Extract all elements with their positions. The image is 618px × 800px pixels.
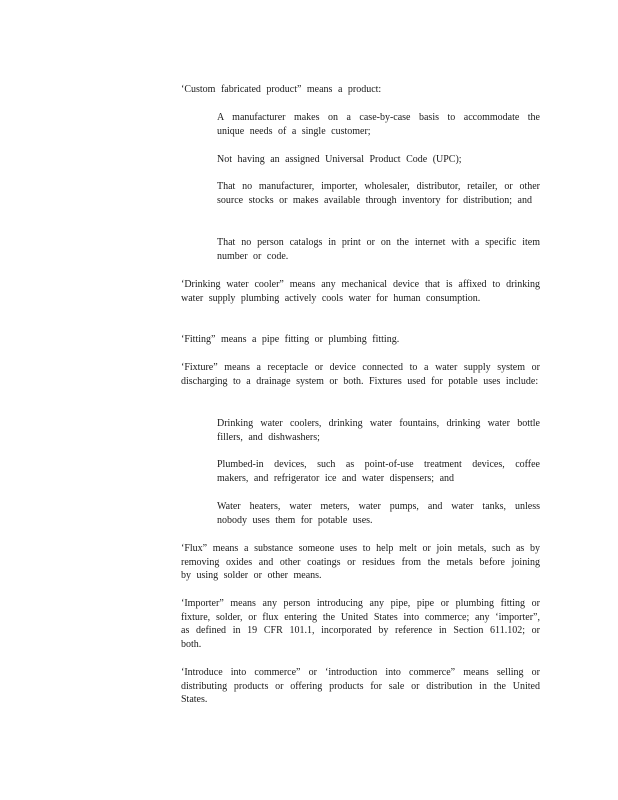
drinking-water-cooler-definition: ‘Drinking water cooler” means any mechanical device that is affixed to drinking water supply plumbing actively cools water for human consumption. [181, 279, 540, 304]
fixture-definition: ‘Fixture” means a receptacle or device connected to a water supply system or discharging to a drainage system or both. Fixtures used for potable uses include: [181, 362, 540, 387]
custom-fabricated-item-2: Not having an assigned Universal Product Code (UPC); [217, 154, 462, 165]
custom-fabricated-item-4: That no person catalogs in print or on the internet with a specific item number or code. [217, 237, 540, 262]
custom-fabricated-item-1: A manufacturer makes on a case-by-case basis to accommodate the unique needs of a single customer; [217, 112, 540, 137]
custom-fabricated-item-3: That no manufacturer, importer, wholesaler, distributor, retailer, or other source stocks or makes available through inventory for distribution; and [217, 181, 540, 206]
flux-definition: ‘Flux” means a substance someone uses to help melt or join metals, such as by removing oxides and other coatings or residues from the metals before joining by using solder or other means. [181, 543, 540, 581]
fixture-item-1: Drinking water coolers, drinking water fountains, drinking water bottle fillers, and dishwashers; [217, 418, 540, 443]
custom-fabricated-product-definition: ‘Custom fabricated product” means a product: [181, 84, 382, 95]
importer-definition: ‘Importer” means any person introducing any pipe, pipe or plumbing fitting or fixture, solder, or flux entering the United States into commerce; any ‘importer”, as defined in 19 CFR 101.1, incorporated by reference in Section 611.102; or both. [181, 598, 540, 650]
fixture-item-2: Plumbed-in devices, such as point-of-use treatment devices, coffee makers, and refrigerator ice and water dispensers; and [217, 459, 540, 484]
introduce-into-commerce-definition: ‘Introduce into commerce” or ‘introduction into commerce” means selling or distributing products or offering products for sale or distribution in the United States. [181, 667, 540, 705]
fixture-item-3: Water heaters, water meters, water pumps, and water tanks, unless nobody uses them for potable uses. [217, 501, 540, 526]
fitting-definition: ‘Fitting” means a pipe fitting or plumbing fitting. [181, 334, 400, 345]
